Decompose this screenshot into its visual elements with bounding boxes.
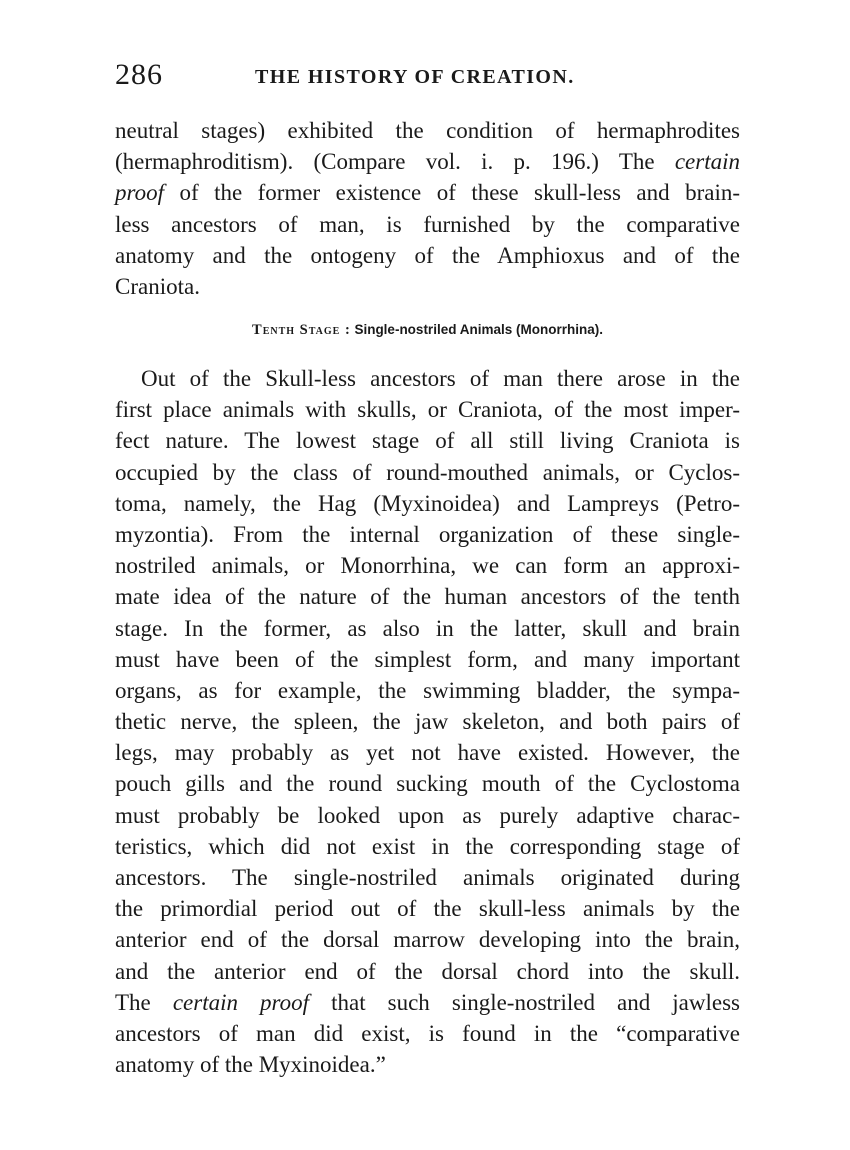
text-run: toma, namely, the Hag (Myxinoidea) and Lampreys (Petro-	[115, 490, 740, 516]
text-run: teristics, which did not exist in the corresponding stage of	[115, 833, 740, 859]
text-line	[115, 956, 740, 987]
text-line	[115, 550, 740, 581]
text-run: anatomy and the ontogeny of the Amphioxus and of the	[115, 242, 740, 268]
text-run: less ancestors of man, is furnished by the comparative	[115, 211, 740, 237]
text-run: fect nature. The lowest stage of all still living Craniota is	[115, 428, 740, 454]
running-title: THE HISTORY OF CREATION.	[255, 66, 575, 88]
text-run: nostriled animals, or Monorrhina, we can form an approxi-	[115, 553, 740, 579]
text-line	[115, 115, 740, 146]
text-run: first place animals with skulls, or Craniota, of the most imper-	[115, 397, 740, 423]
text-line	[115, 644, 740, 675]
text-run: must have been of the simplest form, and many important	[115, 646, 740, 672]
text-run: anatomy of the Myxinoidea.”	[115, 1052, 386, 1078]
text-line	[115, 893, 740, 924]
text-line	[115, 987, 740, 1018]
text-run: and the anterior end of the dorsal chord into the skull.	[115, 958, 740, 984]
text-run: organs, as for example, the swimming bladder, the sympa-	[115, 677, 740, 703]
text-line	[115, 177, 740, 208]
text-run: mate idea of the nature of the human ancestors of the tenth	[115, 584, 740, 610]
section-heading-title: Single-nostriled Animals (Monorrhina).	[354, 322, 603, 337]
text-run: neutral stages) exhibited the condition of hermaphrodites	[115, 118, 740, 143]
italic-run: proof	[115, 180, 164, 206]
text-line	[115, 394, 740, 425]
text-line	[115, 613, 740, 644]
text-line	[115, 209, 740, 240]
text-run: the primordial period out of the skull-less animals by the	[115, 896, 740, 922]
text-run: Out of the Skull-less ancestors of man there arose in the	[141, 366, 740, 391]
text-line	[115, 1049, 740, 1080]
text-line	[115, 363, 740, 394]
text-line	[115, 831, 740, 862]
text-line	[115, 457, 740, 488]
text-line	[115, 706, 740, 737]
text-run: anterior end of the dorsal marrow developing into the brain,	[115, 927, 740, 953]
text-line	[115, 425, 740, 456]
text-line	[115, 1018, 740, 1049]
text-run: of the former existence of these skull-less and brain-	[164, 180, 740, 206]
text-line	[115, 800, 740, 831]
text-line	[115, 240, 740, 271]
section-heading-label: Tenth Stage :	[252, 322, 351, 338]
text-run: thetic nerve, the spleen, the jaw skeleton, and both pairs of	[115, 709, 740, 735]
text-run: that such single-nostriled and jawless	[309, 989, 740, 1015]
text-line	[115, 488, 740, 519]
paragraph-2	[115, 363, 740, 1080]
text-run: ancestors. The single-nostriled animals originated during	[115, 865, 740, 890]
page-number: 286	[115, 58, 163, 91]
text-line	[115, 768, 740, 799]
text-run: ancestors of man did exist, is found in the “comparative	[115, 1020, 740, 1046]
text-line	[115, 737, 740, 768]
section-heading	[115, 322, 740, 339]
text-run: Craniota.	[115, 273, 200, 299]
text-run: stage. In the former, as also in the latter, skull and brain	[115, 615, 740, 641]
text-run: pouch gills and the round sucking mouth of the Cyclostoma	[115, 771, 740, 797]
paragraph-1	[115, 115, 740, 302]
text-line	[115, 581, 740, 612]
text-run: legs, may probably as yet not have existed. However, the	[115, 740, 740, 766]
italic-run: certain	[674, 149, 740, 175]
text-line	[115, 146, 740, 177]
text-run: occupied by the class of round-mouthed animals, or Cyclos-	[115, 459, 740, 485]
text-run: myzontia). From the internal organization of these single-	[115, 521, 740, 547]
italic-run: certain proof	[172, 989, 310, 1015]
text-run: The	[115, 989, 173, 1015]
text-line	[115, 862, 740, 893]
text-line	[115, 675, 740, 706]
text-run: (hermaphroditism). (Compare vol. i. p. 196.) The	[115, 149, 675, 175]
text-run: must probably be looked upon as purely adaptive charac-	[115, 802, 740, 828]
running-head	[115, 58, 740, 94]
text-line	[115, 924, 740, 955]
text-line	[115, 519, 740, 550]
text-line	[115, 271, 740, 302]
